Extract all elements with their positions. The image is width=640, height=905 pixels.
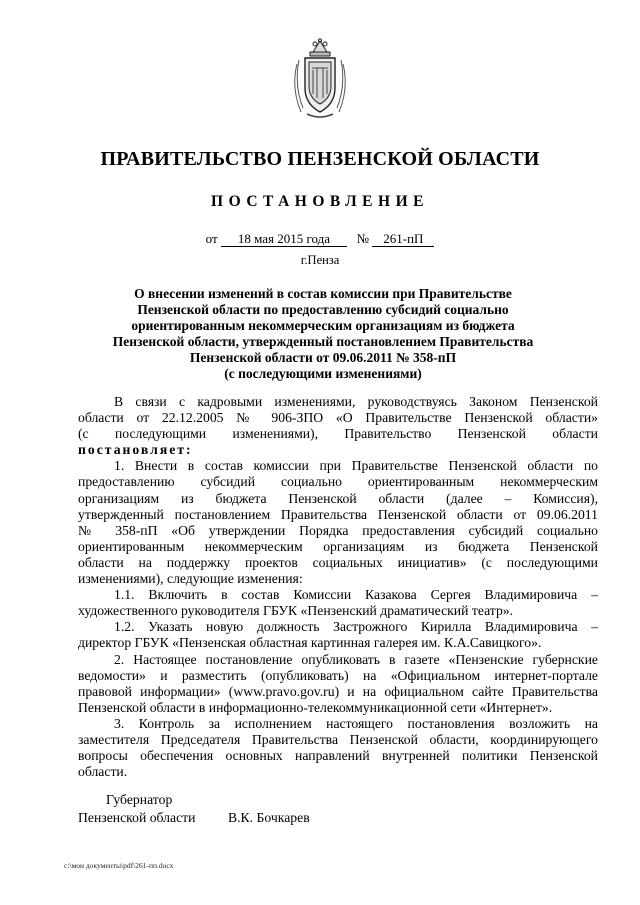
- coat-of-arms-icon: [291, 38, 349, 120]
- subject-line: (с последующими изменениями): [224, 366, 422, 382]
- body-line: организациям из бюджета Пензенской области (далее – Комиссия),: [78, 490, 598, 506]
- body-line: области.: [78, 764, 128, 780]
- date-number-line: [0, 231, 640, 247]
- body-line: 1.1. Включить в состав Комиссии Казакова Сергея Владимировича –: [114, 587, 598, 603]
- government-title: ПРАВИТЕЛЬСТВО ПЕНЗЕНСКОЙ ОБЛАСТИ: [100, 148, 540, 170]
- subject-line: Пензенской области от 09.06.2011 № 358-пП: [189, 350, 457, 366]
- body-line: заместителя Председателя Правительства Пензенской области, координирующего: [78, 731, 598, 747]
- file-path-footer: c:\мои документы\pdf\261-пп.docx: [64, 861, 174, 870]
- body-line: ведомости» и разместить (опубликовать) на «Официальном интернет-портале: [78, 667, 598, 683]
- body-line: вопросы обеспечения основных направлений внутренней политики Пензенской: [78, 748, 598, 764]
- body-line: Пензенской области в информационно-телекоммуникационной сети «Интернет».: [78, 699, 553, 715]
- body-line: (с последующими изменениями), Правительство Пензенской области: [78, 426, 598, 442]
- resolves-word: постановляет:: [78, 442, 193, 458]
- body-line: изменениями), следующие изменения:: [78, 571, 303, 587]
- city: г.Пенза: [300, 253, 340, 267]
- subject-line: ориентированным некоммерческим организациям из бюджета: [131, 318, 515, 334]
- body-line: художественного руководителя ГБУК «Пензенский драматический театр».: [78, 603, 514, 619]
- body-line: утвержденный постановлением Правительства Пензенской области от 09.06.2011: [78, 506, 598, 522]
- body-line: ориентированным некоммерческим организациям из бюджета Пензенской: [78, 538, 598, 554]
- decree-number: 261-пП: [372, 232, 434, 247]
- body-line: В связи с кадровыми изменениями, руководствуясь Законом Пензенской: [114, 394, 598, 409]
- resolves-line: [78, 442, 598, 458]
- decree-date: 18 мая 2015 года: [221, 232, 347, 247]
- decree-body: [78, 394, 598, 780]
- decree-subject: [108, 286, 538, 383]
- body-line: предоставлению субсидий социально ориентированным некоммерческим: [78, 474, 598, 490]
- subject-line: Пензенской области по предоставлению субсидий социально: [137, 302, 509, 318]
- date-prefix: от: [205, 231, 218, 246]
- signatory-region: Пензенской области: [78, 810, 196, 825]
- body-line: области на поддержку проектов социальных инициатив» (с последующими: [78, 554, 598, 570]
- signatory-name: В.К. Бочкарев: [228, 810, 310, 825]
- body-line: 1.2. Указать новую должность Застрожного Кирилла Владимировича –: [114, 619, 598, 635]
- signatory-title: Губернатор: [106, 792, 173, 807]
- body-line: области от 22.12.2005 № 906-ЗПО «О Правительстве Пензенской области»: [78, 410, 598, 426]
- body-line: 3. Контроль за исполнением настоящего постановления возложить на: [114, 715, 598, 731]
- body-line: № 358-пП «Об утверждении Порядка предоставления субсидий социально: [78, 522, 598, 538]
- body-line: директор ГБУК «Пензенская областная картинная галерея им. К.А.Савицкого».: [78, 635, 542, 651]
- body-line: 2. Настоящее постановление опубликовать в газете «Пензенские губернские: [114, 651, 598, 667]
- subject-line: О внесении изменений в состав комиссии при Правительстве: [134, 286, 512, 301]
- document-type: ПОСТАНОВЛЕНИЕ: [211, 193, 429, 210]
- number-prefix: №: [356, 231, 370, 246]
- body-line: правовой информации» (www.pravo.gov.ru) и на официальном сайте Правительства: [78, 683, 598, 699]
- body-line: 1. Внести в состав комиссии при Правительстве Пензенской области по: [114, 458, 598, 474]
- subject-line: Пензенской области, утвержденный постановлением Правительства: [112, 334, 534, 350]
